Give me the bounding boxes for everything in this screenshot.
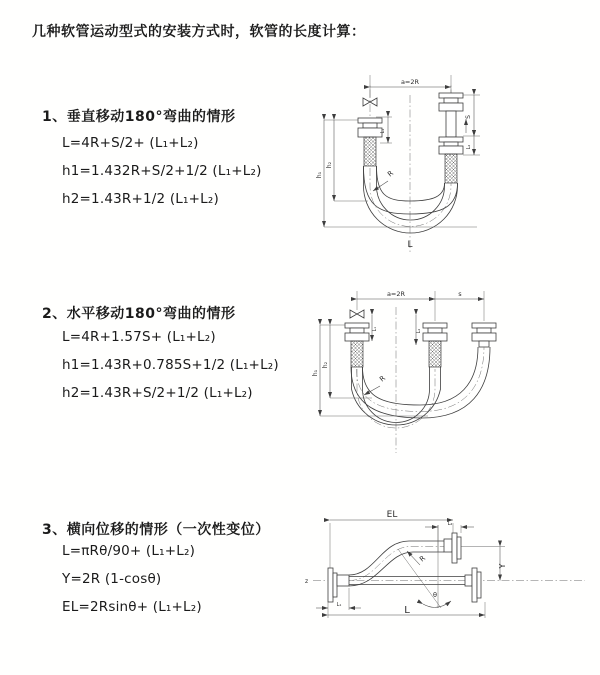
dim-label-s: S xyxy=(465,115,472,119)
hose-displaced-position xyxy=(351,347,490,418)
section1-formula-h1: h1=1.432R+S/2+1/2 (L₁+L₂) xyxy=(62,163,262,179)
section1-heading: 1、垂直移动180°弯曲的情形 xyxy=(42,109,236,125)
section1-formula-L: L=4R+S/2+ (L₁+L₂) xyxy=(62,135,199,151)
diagram-horizontal-180-bend xyxy=(310,285,590,460)
section2-formula-L: L=4R+1.57S+ (L₁+L₂) xyxy=(62,329,216,345)
section2-formula-h2: h2=1.43R+S/2+1/2 (L₁+L₂) xyxy=(62,385,253,401)
valve-icon xyxy=(350,310,364,318)
section3-formula-Y: Y=2R (1-cosθ) xyxy=(62,571,162,587)
dim-label-el: EL xyxy=(386,510,398,520)
section1-formula-h2: h2=1.43R+1/2 (L₁+L₂) xyxy=(62,191,219,207)
dim-label-span: a=2R xyxy=(400,78,420,86)
dim-label-l1: L₁ xyxy=(373,326,378,332)
hose-displaced xyxy=(349,541,444,586)
hose-shallow-position xyxy=(364,166,458,214)
dim-label-h1: h₁ xyxy=(316,171,323,179)
dim-label-l: L xyxy=(404,605,410,616)
angle-arc xyxy=(423,601,451,607)
extension-line xyxy=(320,325,428,416)
section3-formula-EL: EL=2Rsinθ+ (L₁+L₂) xyxy=(62,599,202,615)
dim-label-span: a=2R xyxy=(386,290,406,298)
dim-label-l1: L₁ xyxy=(380,128,386,134)
section2-heading: 2、水平移动180°弯曲的情形 xyxy=(42,306,236,322)
braided-hose-section xyxy=(429,341,441,367)
dim-label-l2: L₂ xyxy=(447,521,453,527)
dim-label-h2: h₂ xyxy=(322,361,329,369)
dim-label-l2: L₂ xyxy=(417,328,422,334)
dim-label-y: Y xyxy=(498,563,507,569)
centerline-mark: z xyxy=(305,578,309,585)
extension-line xyxy=(357,291,484,321)
braided-hose-section xyxy=(364,137,376,166)
braided-hose-section xyxy=(445,154,457,183)
section3-formula-L: L=πRθ/90+ (L₁+L₂) xyxy=(62,543,196,559)
diagram-lateral-displacement xyxy=(295,505,590,650)
page-title: 几种软管运动型式的安装方式时，软管的长度计算： xyxy=(32,24,366,40)
dim-label-h1: h₁ xyxy=(312,369,319,377)
left-flange xyxy=(328,568,349,602)
section2-formula-h1: h1=1.43R+0.785S+1/2 (L₁+L₂) xyxy=(62,357,279,373)
upper-flange xyxy=(444,533,461,563)
length-label: L xyxy=(407,240,413,250)
diagram-vertical-180-bend xyxy=(310,75,580,260)
middle-fitting xyxy=(423,323,447,367)
radius-label: R xyxy=(418,554,428,564)
dim-label-l1: L₁ xyxy=(336,602,342,608)
radius-label: R xyxy=(378,374,388,384)
hose-deep-position xyxy=(364,166,458,233)
radius-label: R xyxy=(386,169,396,179)
angle-label: θ xyxy=(433,591,437,599)
left-fitting xyxy=(345,323,369,367)
section3-heading: 3、横向位移的情形（一次性变位） xyxy=(42,522,270,538)
dim-label-l2: L₂ xyxy=(466,144,472,150)
right-fitting xyxy=(472,323,496,347)
dim-label-h2: h₂ xyxy=(326,161,333,169)
braided-hose-section xyxy=(351,341,363,367)
left-fitting xyxy=(358,118,382,166)
dim-label-s: s xyxy=(458,290,462,298)
pipe-original xyxy=(349,568,481,602)
right-fitting xyxy=(439,93,463,183)
